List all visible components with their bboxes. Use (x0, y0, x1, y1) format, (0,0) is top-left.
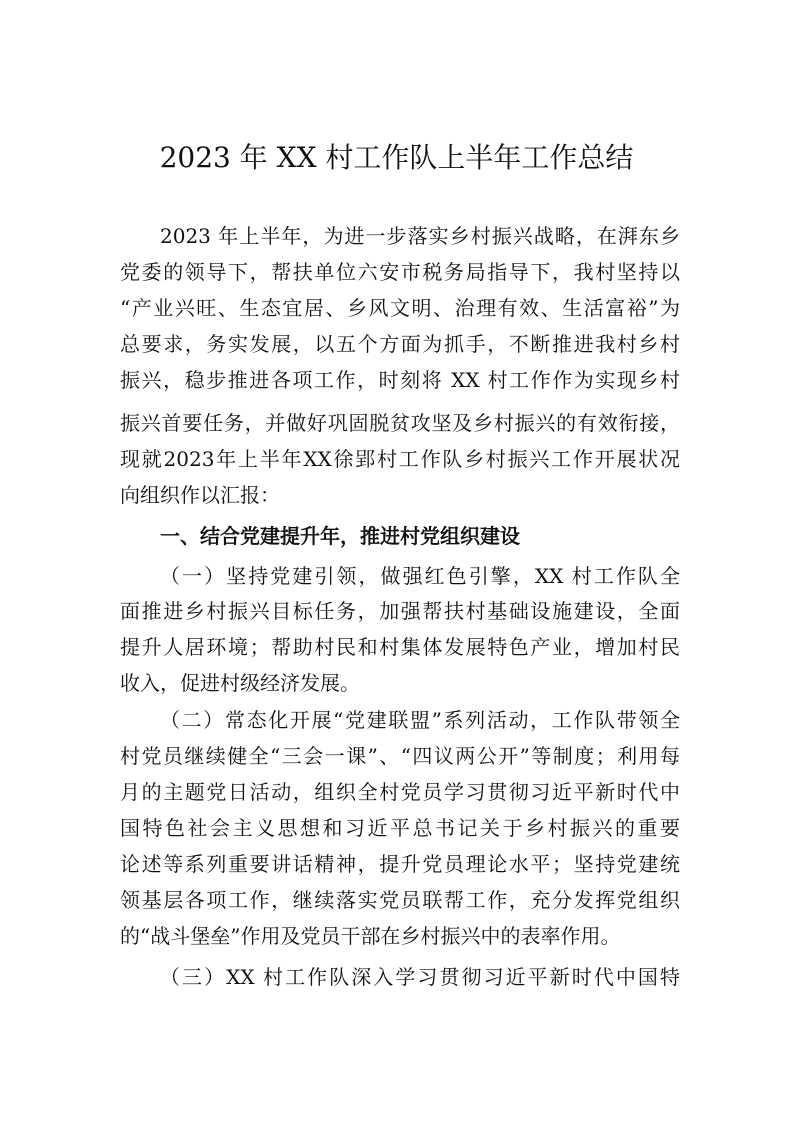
paragraph-2-line-4: 收入，促进村级经济发展。 (120, 671, 360, 695)
paragraph-1-line-7: 现就2023年上半年XX徐郢村工作队乡村振兴工作开展状况 (120, 447, 680, 471)
paragraph-3-line-7: 的“战斗堡垒”作用及党员干部在乡村振兴中的表率作用。 (120, 924, 621, 948)
paragraph-1-line-6: 振兴首要任务，并做好巩固脱贫攻坚及乡村振兴的有效衔接， (120, 411, 680, 435)
paragraph-2-line-2: 面推进乡村振兴目标任务，加强帮扶村基础设施建设，全面 (120, 599, 680, 623)
paragraph-2-line-1: （一）坚持党建引领，做强红色引擎，XX 村工作队全 (160, 564, 680, 588)
paragraph-1-line-1: 2023 年上半年，为进一步落实乡村振兴战略，在湃东乡 (160, 224, 680, 248)
paragraph-2-line-3: 提升人居环境；帮助村民和村集体发展特色产业，增加村民 (120, 635, 680, 659)
paragraph-1-line-3: “产业兴旺、生态宜居、乡风文明、治理有效、生活富裕”为 (120, 296, 680, 320)
paragraph-3-line-1: （二）常态化开展“党建联盟”系列活动，工作队带领全 (160, 708, 680, 732)
paragraph-3-line-3: 月的主题党日活动，组织全村党员学习贯彻习近平新时代中 (120, 780, 680, 804)
paragraph-1-line-8: 向组织作以汇报： (120, 483, 280, 507)
paragraph-3-line-2: 村党员继续健全“三会一课”、“四议两公开”等制度；利用每 (120, 744, 680, 768)
paragraph-3-line-6: 领基层各项工作，继续落实党员联帮工作，充分发挥党组织 (120, 888, 680, 912)
paragraph-1-line-2: 党委的领导下，帮扶单位六安市税务局指导下，我村坚持以 (120, 260, 680, 284)
document-title: 2023 年 XX 村工作队上半年工作总结 (159, 141, 634, 174)
paragraph-1-line-4: 总要求，务实发展，以五个方面为抓手，不断推进我村乡村 (120, 332, 680, 356)
paragraph-1-line-5: 振兴，稳步推进各项工作，时刻将 XX 村工作作为实现乡村 (120, 368, 680, 392)
paragraph-3-line-4: 国特色社会主义思想和习近平总书记关于乡村振兴的重要 (120, 816, 680, 840)
section-heading-1: 一、结合党建提升年，推进村党组织建设 (160, 524, 520, 548)
paragraph-3-line-5: 论述等系列重要讲话精神，提升党员理论水平；坚持党建统 (120, 852, 680, 876)
paragraph-4-line-1: （三）XX 村工作队深入学习贯彻习近平新时代中国特 (160, 965, 680, 989)
